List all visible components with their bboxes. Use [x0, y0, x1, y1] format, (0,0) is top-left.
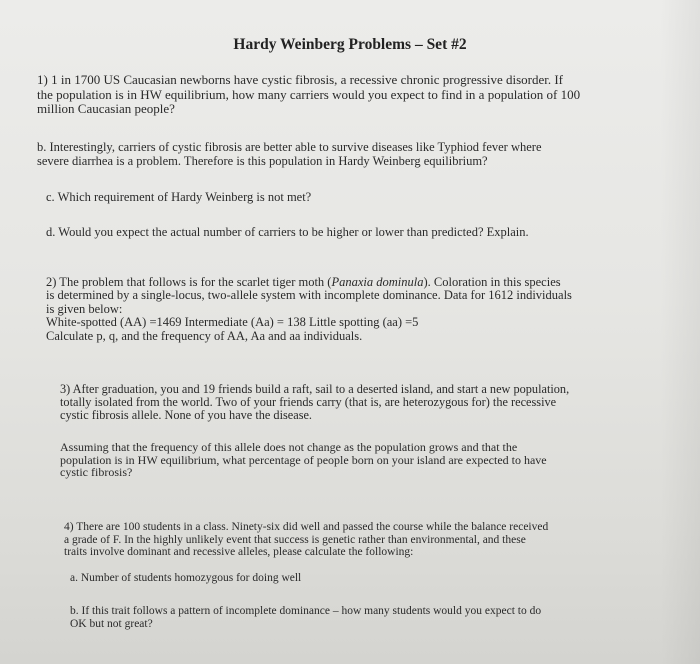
question-2-line-4: White-spotted (AA) =1469 Intermediate (Aa) = 138 Little spotting (aa) =5 [46, 315, 419, 330]
page-shadow [660, 0, 700, 664]
question-3b-line-3: cystic fibrosis? [60, 465, 133, 479]
question-1-number: 1) [37, 72, 48, 87]
question-4b-line-1: b. If this trait follows a pattern of incomplete dominance – how many students would you expect to do [70, 605, 542, 617]
question-4b [70, 605, 650, 630]
question-3b [60, 441, 660, 479]
question-2 [37, 276, 666, 343]
question-3-line-3: cystic fibrosis allele. None of you have the disease. [60, 408, 313, 422]
question-1d: d. Would you expect the actual number of carriers to be higher or lower than predicted? Explain. [46, 225, 529, 239]
question-1c: c. Which requirement of Hardy Weinberg is not met? [46, 190, 312, 204]
question-4b-line-2: OK but not great? [70, 617, 153, 630]
question-4-line-2: a grade of F. In the highly unlikely event that success is genetic rather than environmental, and these [64, 533, 526, 546]
question-3b-line-2: population is in HW equilibrium, what percentage of people born on your island are expected to have [60, 452, 547, 467]
question-4a: a. Number of students homozygous for doing well [70, 572, 302, 584]
question-2-line-5: Calculate p, q, and the frequency of AA, Aa and aa individuals. [46, 328, 363, 343]
question-4 [64, 521, 664, 559]
question-1b [37, 140, 657, 168]
species-name: Panaxia dominula [331, 275, 424, 289]
question-2-line-2: is determined by a single-locus, two-allele system with incomplete dominance. Data for 1612 individuals [46, 288, 572, 303]
question-1-text-1: 1 in 1700 US Caucasian newborns have cystic fibrosis, a recessive chronic progressive disorder. If [51, 72, 564, 87]
question-2-text-pre: 2) The problem that follows is for the scarlet tiger moth ( [46, 275, 332, 289]
question-1b-line-2: severe diarrhea is a problem. Therefore is this population in Hardy Weinberg equilibrium? [37, 154, 488, 168]
question-3b-line-1: Assuming that the frequency of this allele does not change as the population grows and that the [60, 440, 518, 454]
question-3 [60, 383, 660, 422]
document-title: Hardy Weinberg Problems – Set #2 [233, 36, 467, 53]
question-1 [37, 73, 657, 117]
question-2-line-1 [46, 276, 666, 289]
question-1-line-3: million Caucasian people? [37, 101, 175, 116]
question-2-line-3: is given below: [46, 301, 123, 316]
question-3-line-1: 3) After graduation, you and 19 friends build a raft, sail to a deserted island, and start a new population, [60, 382, 570, 396]
question-1-line-2: the population is in HW equilibrium, how many carriers would you expect to find in a population of 100 [37, 86, 581, 102]
question-2-text-post: ). Coloration in this species [423, 275, 561, 289]
question-1b-line-1: b. Interestingly, carriers of cystic fibrosis are better able to survive diseases like Typhiod fever where [37, 140, 542, 154]
question-4-line-1: 4) There are 100 students in a class. Ninety-six did well and passed the course while the balance received [64, 521, 549, 533]
question-4-line-3: traits involve dominant and recessive alleles, please calculate the following: [64, 546, 414, 558]
question-3-line-2: totally isolated from the world. Two of your friends carry (that is, are heterozygous for) the recessive [60, 395, 557, 409]
question-1-line-1 [37, 73, 657, 88]
